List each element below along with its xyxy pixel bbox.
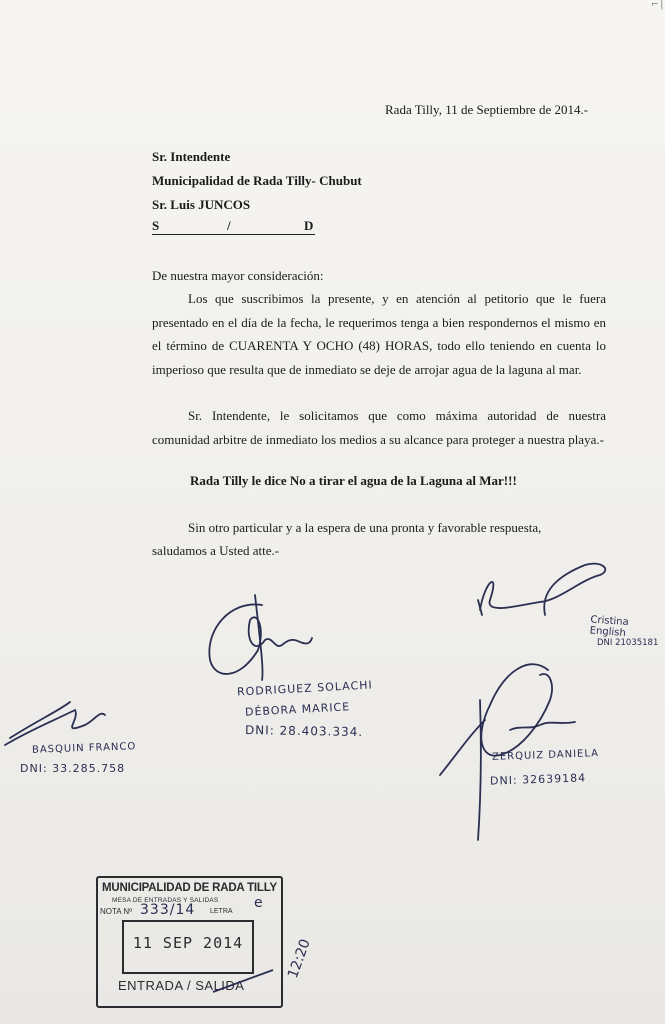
stamp-letra-label: LETRA: [210, 908, 233, 915]
paragraph-1: Los que suscribimos la presente, y en atención al petitorio que le fuera presentado en el día de la fecha, le requerimos tenga a bien respondernos el mismo en el término de CUARENTA Y OCHO (48) HORAS, todo ello teniendo en cuenta lo imperioso que resulta que de inmediato se deje de arrojar agua de la laguna al mar.: [152, 291, 606, 377]
sig-left-name: BASQUIN FRANCO: [31, 741, 137, 756]
recipient-name: Sr. Luis JUNCOS: [152, 197, 251, 212]
sig-right-name: ZERQUIZ DANIELA: [491, 748, 600, 763]
sig-left-dni: DNI: 33.285.758: [20, 762, 126, 775]
stamp-strike: [208, 966, 278, 996]
sig-right-top-name: Cristina English: [589, 614, 630, 639]
stamp-nota-label: NOTA Nº: [100, 907, 133, 916]
sig-right-top-id: DNI 21035181: [597, 638, 659, 648]
sd-slash: /: [227, 218, 231, 233]
recipient-title: Sr. Intendente: [152, 149, 231, 164]
sig-right-dni: DNI: 32639184: [489, 771, 587, 788]
date-line: Rada Tilly, 11 de Septiembre de 2014.-: [385, 102, 589, 117]
sd-s: S: [152, 218, 160, 233]
sig-center-name-2: DÉBORA MARICE: [244, 700, 351, 719]
closing-2: saludamos a Usted atte.-: [152, 543, 280, 558]
salutation-sd: [152, 218, 315, 235]
reception-stamp: [96, 876, 283, 1008]
stamp-date: 11 SEP 2014: [132, 934, 244, 952]
stamp-nota-value: 333/14: [140, 902, 196, 918]
margin-mark: ⌐ |: [651, 0, 663, 10]
sig-center-dni: DNI: 28.403.334.: [244, 722, 364, 740]
sd-d: D: [304, 218, 314, 233]
paragraph-2: Sr. Intendente, le solicitamos que como máxima autoridad de nuestra comunidad arbitre de inmediato los medios a su alcance para proteger a nuestra playa.-: [152, 408, 606, 447]
sig-center-name-1: RODRIGUEZ SOLACHI: [236, 678, 374, 699]
stamp-title: MUNICIPALIDAD DE RADA TILLY: [102, 882, 277, 894]
recipient-municipality: Municipalidad de Rada Tilly- Chubut: [152, 173, 362, 188]
stamp-time: 12:20: [285, 937, 314, 981]
stamp-letra-value: e: [254, 895, 263, 911]
closing-1: Sin otro particular y a la espera de una pronta y favorable respuesta,: [188, 520, 542, 535]
stamp-subtitle: MESA DE ENTRADAS Y SALIDAS: [112, 897, 219, 904]
stamp-footer: ENTRADA / SALIDA: [118, 978, 245, 993]
slogan: Rada Tilly le dice No a tirar el agua de la Laguna al Mar!!!: [190, 473, 517, 488]
greeting: De nuestra mayor consideración:: [152, 268, 324, 283]
